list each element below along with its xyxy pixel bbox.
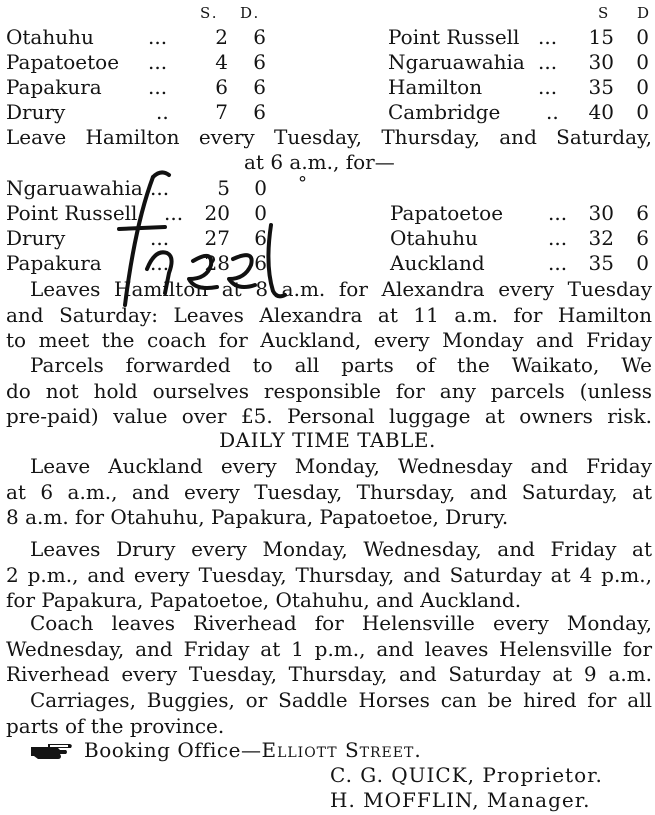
fare-row xyxy=(390,201,653,225)
fare-dots: .. xyxy=(156,100,169,124)
fare-row xyxy=(388,100,653,124)
fare-shillings: 32 xyxy=(588,226,614,250)
fare-row xyxy=(6,100,276,124)
text-line: Wednesday, and Friday at 1 p.m., and leaves Helensville for xyxy=(6,636,652,661)
paragraph-leave-auckland xyxy=(6,454,652,531)
fare-place: Papakura xyxy=(6,75,102,99)
proprietor-signature: C. G. QUICK, Proprietor. xyxy=(330,763,603,787)
header-shillings-left: S. xyxy=(200,4,219,22)
text-line: Parcels forwarded to all parts of the Waikato, We xyxy=(30,353,652,377)
fare-place: Drury xyxy=(6,226,66,250)
paragraph-carriages xyxy=(6,688,652,739)
handwritten-free-annotation xyxy=(95,165,315,315)
fare-pence: 6 xyxy=(253,100,266,124)
fare-pence: 6 xyxy=(253,50,266,74)
fare-dots: ... xyxy=(548,226,568,250)
fare-row xyxy=(388,75,653,99)
fare-dots: ... xyxy=(164,201,184,225)
fare-shillings: 6 xyxy=(215,75,228,99)
fare-pence: 0 xyxy=(636,75,649,99)
fare-pence: 0 xyxy=(254,201,267,225)
header-shillings-right: S xyxy=(598,4,611,22)
paragraph-riverhead xyxy=(6,611,652,688)
fare-dots: ... xyxy=(548,201,568,225)
text-line: at 6 a.m., and every Tuesday, Thursday, and Saturday, at xyxy=(6,479,652,504)
fare-pence: 6 xyxy=(636,226,649,250)
fare-dots: ... xyxy=(538,75,558,99)
fare-row xyxy=(388,25,653,49)
fare-shillings: 27 xyxy=(204,226,230,250)
fare-shillings: 5 xyxy=(217,176,230,200)
fare-row xyxy=(6,75,276,99)
text-line: parts of the province. xyxy=(6,713,225,738)
text-line: pre-paid) value over £5. Personal luggage at owners risk. xyxy=(6,404,652,428)
text-line: Leaves Drury every Monday, Wednesday, and Friday at xyxy=(30,537,652,561)
fare-pence: 6 xyxy=(254,251,267,275)
fare-place: Cambridge xyxy=(388,100,501,124)
fare-pence: 0 xyxy=(636,251,649,275)
daily-time-table-title: DAILY TIME TABLE. xyxy=(219,428,436,452)
paragraph-leave-drury xyxy=(6,537,652,614)
text-line: to meet the coach for Auckland, every Monday and Friday xyxy=(6,328,652,352)
fare-dots: ... xyxy=(148,75,168,99)
fare-shillings: 40 xyxy=(588,100,614,124)
booking-office-street: Elliott Street. xyxy=(261,738,422,762)
fare-dots: ... xyxy=(538,25,558,49)
text-line: Carriages, Buggies, or Saddle Horses can be hired for all xyxy=(30,688,652,712)
fare-shillings: 28 xyxy=(204,251,230,275)
svg-text:°: ° xyxy=(298,173,307,194)
fare-pence: 6 xyxy=(636,201,649,225)
fare-place: Otahuhu xyxy=(390,226,478,250)
fare-place: Drury xyxy=(6,100,66,124)
text-line: and Saturday: Leaves Alexandra at 11 a.m. for Hamilton xyxy=(6,302,652,327)
fare-place: Hamilton xyxy=(388,75,483,99)
fare-place: Papatoetoe xyxy=(6,50,120,74)
header-pence-left: D. xyxy=(240,4,261,22)
fare-shillings: 30 xyxy=(588,201,614,225)
text-line: 8 a.m. for Otahuhu, Papakura, Papatoetoe, Drury. xyxy=(6,505,509,529)
leave-hamilton-line: Leave Hamilton every Tuesday, Thursday, and Saturday, xyxy=(6,125,652,149)
text-line: Leave Auckland every Monday, Wednesday and Friday xyxy=(30,454,652,478)
fare-shillings: 7 xyxy=(215,100,228,124)
fare-dots: ... xyxy=(148,25,168,49)
fare-dots: ... xyxy=(150,176,170,200)
fare-pence: 6 xyxy=(253,75,266,99)
fare-row xyxy=(390,226,653,250)
text-line: Riverhead every Tuesday, Thursday, and Saturday at 9 a.m. xyxy=(6,662,652,686)
fare-pence: 0 xyxy=(636,25,649,49)
fare-shillings: 35 xyxy=(588,251,614,275)
text-line: Leaves Hamilton at 8 a.m. for Alexandra every Tuesday xyxy=(30,277,652,301)
fare-place: Otahuhu xyxy=(6,25,94,49)
booking-office-line xyxy=(30,738,422,762)
text-line: Coach leaves Riverhead for Helensville every Monday, xyxy=(30,611,652,635)
fare-dots: ... xyxy=(148,50,168,74)
fare-shillings: 2 xyxy=(215,25,228,49)
manager-signature: H. MOFFLIN, Manager. xyxy=(330,788,591,812)
fare-dots: ... xyxy=(150,251,170,275)
text-line: do not hold ourselves responsible for any parcels (unless xyxy=(6,378,652,403)
fare-place: Ngaruawahia xyxy=(388,50,525,74)
text-line: for Papakura, Papatoetoe, Otahuhu, and Auckland. xyxy=(6,588,522,612)
fare-row xyxy=(6,50,276,74)
fare-shillings: 4 xyxy=(215,50,228,74)
fare-pence: 0 xyxy=(254,176,267,200)
fare-shillings: 15 xyxy=(588,25,614,49)
fare-shillings: 30 xyxy=(588,50,614,74)
fare-dots: ... xyxy=(548,251,568,275)
fare-dots: ... xyxy=(150,226,170,250)
fare-place: Point Russell xyxy=(6,201,138,225)
header-pence-right: D xyxy=(637,4,652,22)
fare-shillings: 35 xyxy=(588,75,614,99)
fare-place: Papatoetoe xyxy=(390,201,504,225)
fare-pence: 6 xyxy=(253,25,266,49)
fare-place: Point Russell xyxy=(388,25,520,49)
fare-dots: .. xyxy=(546,100,559,124)
fare-shillings: 20 xyxy=(204,201,230,225)
fare-pence: 6 xyxy=(254,226,267,250)
booking-office-label: Booking Office— xyxy=(84,738,262,762)
fare-place: Ngaruawahia xyxy=(6,176,143,200)
fare-dots: ... xyxy=(538,50,558,74)
fare-row xyxy=(390,251,653,275)
fare-row xyxy=(388,50,653,74)
paragraph-parcels xyxy=(6,353,652,430)
leave-hamilton-time: at 6 a.m., for— xyxy=(244,150,395,174)
pointing-hand-icon xyxy=(30,739,74,761)
fare-place: Papakura xyxy=(6,251,102,275)
fare-pence: 0 xyxy=(636,50,649,74)
fare-row xyxy=(6,25,276,49)
fare-place: Auckland xyxy=(390,251,485,275)
text-line: 2 p.m., and every Tuesday, Thursday, and Saturday at 4 p.m., xyxy=(6,562,652,587)
fare-pence: 0 xyxy=(636,100,649,124)
